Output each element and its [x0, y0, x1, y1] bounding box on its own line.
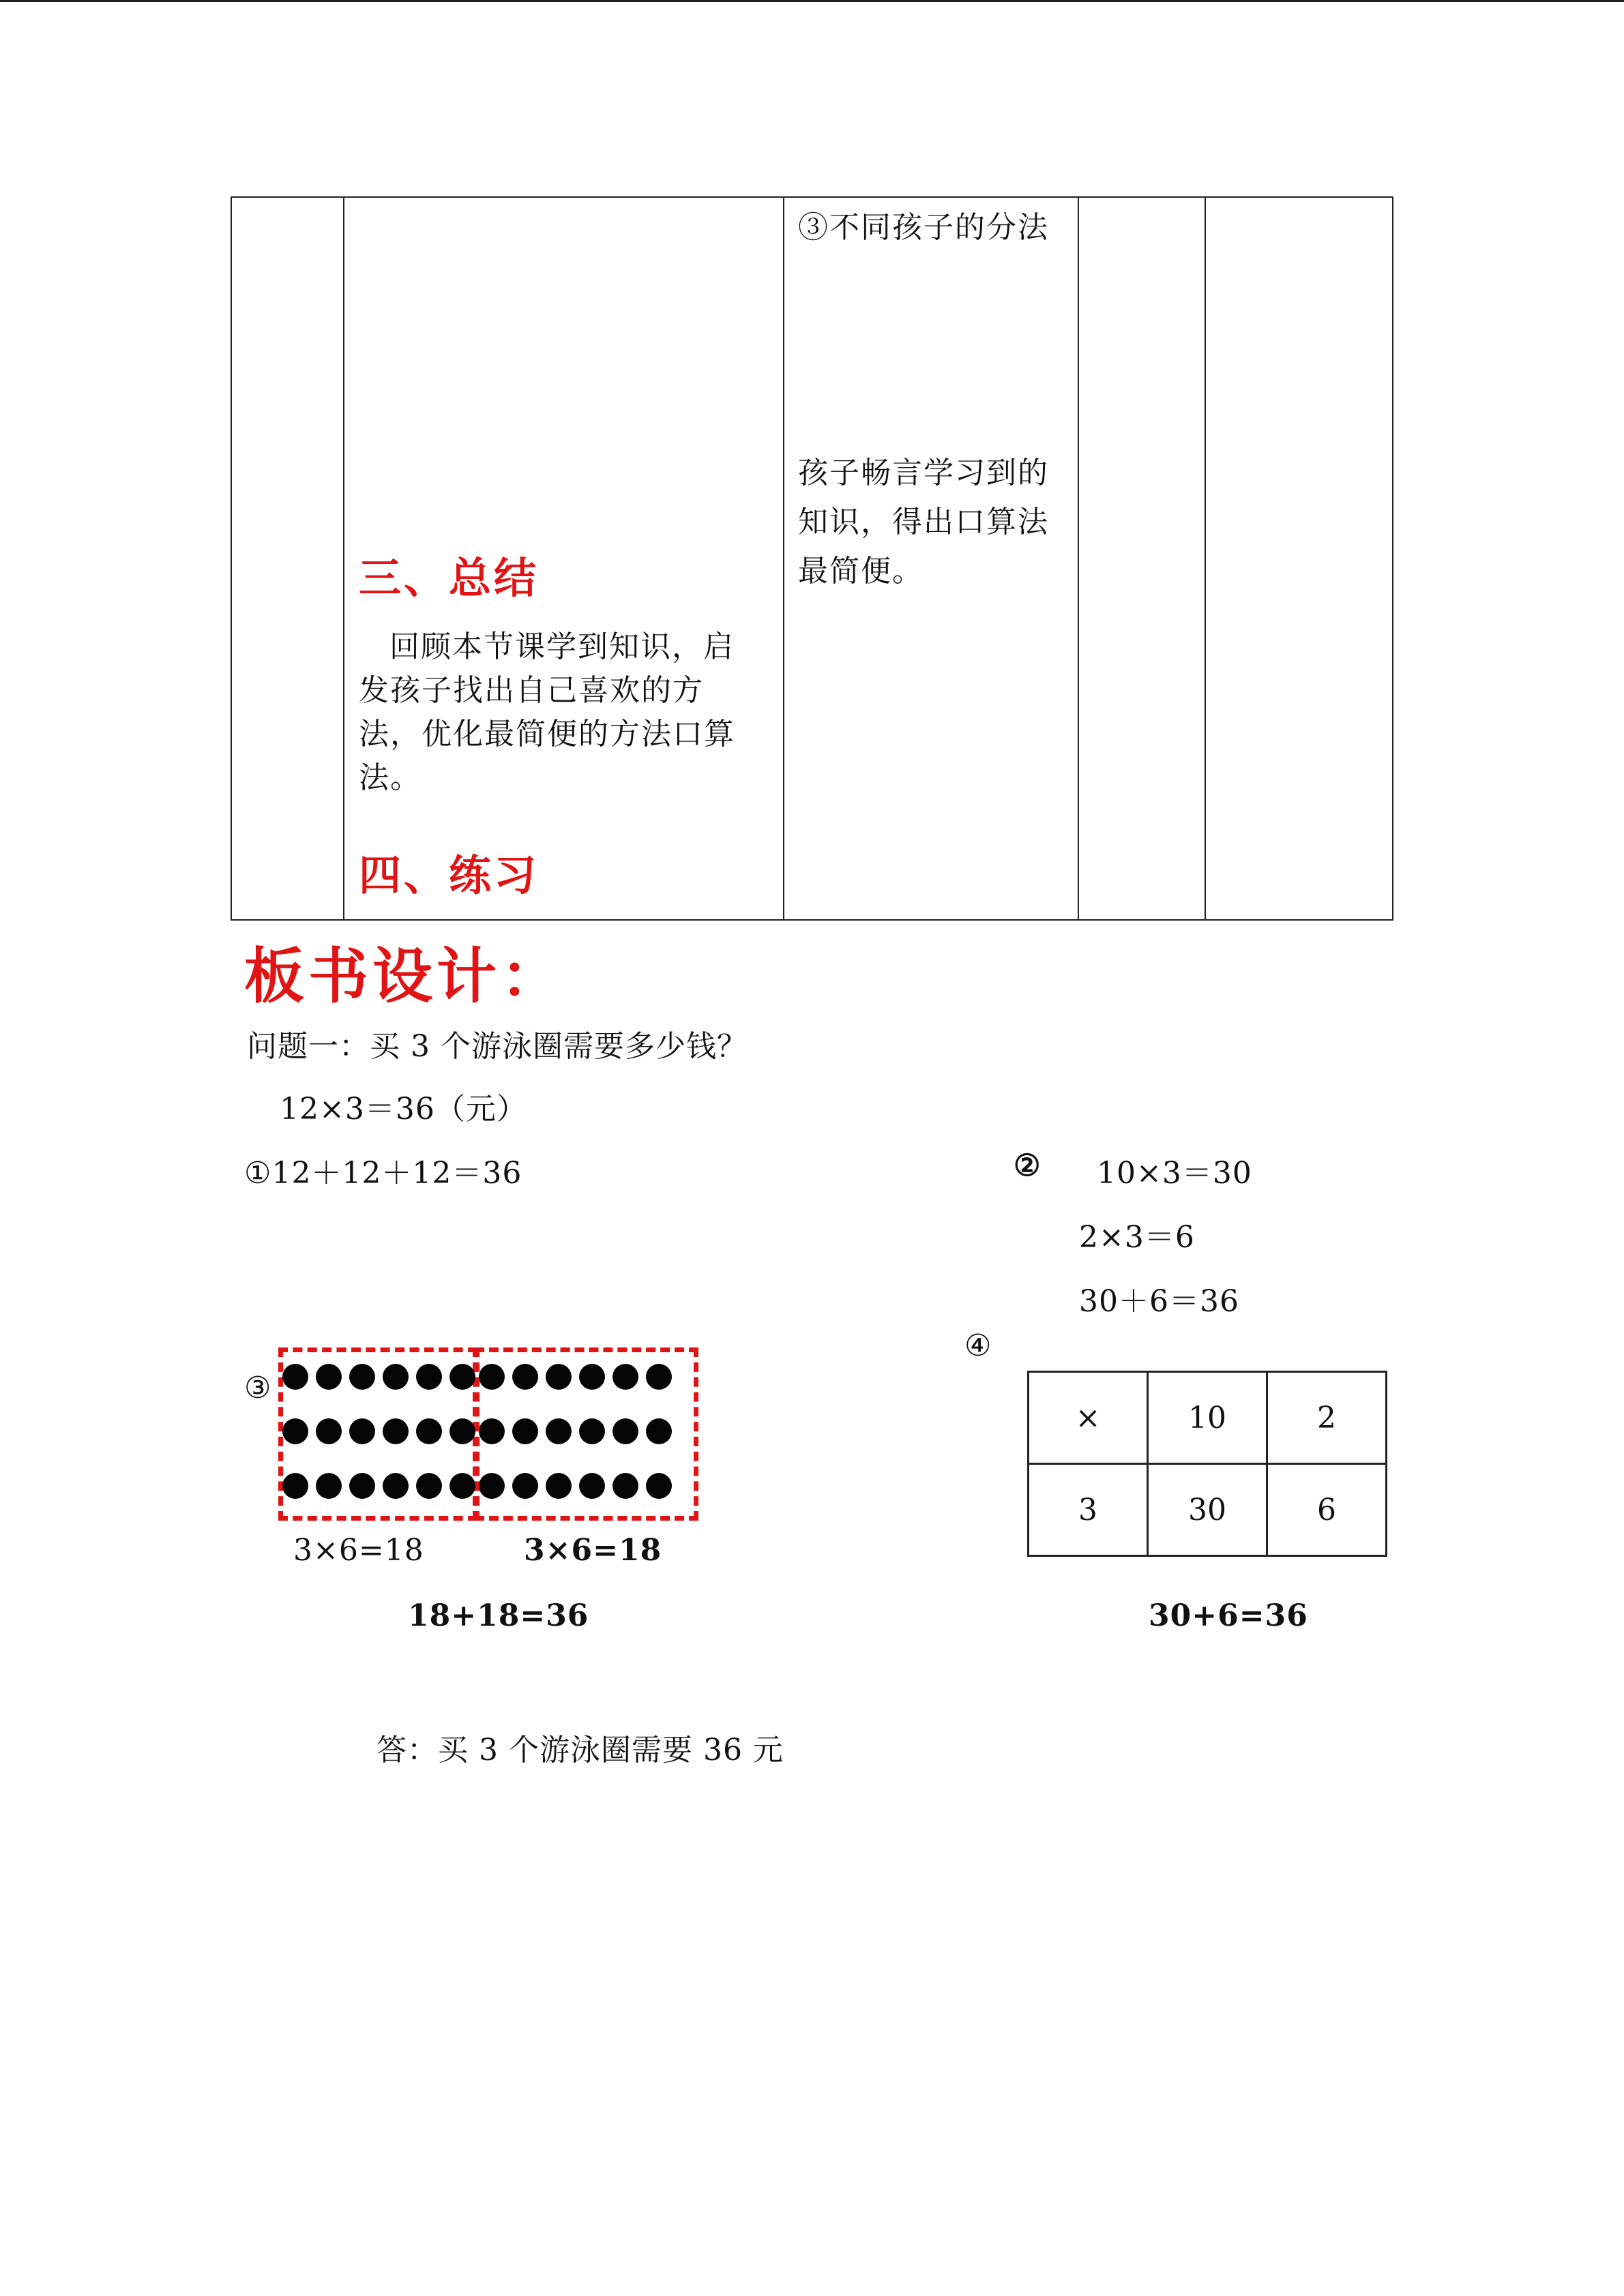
- main-equation: 12×3＝36（元）: [280, 1092, 527, 1127]
- method-1-equation: ①12＋12＋12＝36: [244, 1156, 522, 1191]
- question-text: 问题一：买 3 个游泳圈需要多少钱？: [247, 1029, 748, 1064]
- board-design-title: 板书设计：: [244, 940, 565, 1011]
- dot: [646, 1473, 672, 1499]
- dot: [479, 1473, 505, 1499]
- dot: [316, 1364, 342, 1390]
- section-3-heading: 三、总结: [359, 553, 540, 603]
- method-3-right-equation: 3×6=18: [524, 1533, 662, 1568]
- dot: [349, 1418, 375, 1444]
- dot: [349, 1364, 375, 1390]
- method-2-line-2: 2×3＝6: [1079, 1220, 1195, 1255]
- method-2-marker: ②: [1014, 1148, 1042, 1183]
- dot: [546, 1364, 572, 1390]
- grid-cell: 30: [1148, 1464, 1267, 1556]
- table-column-divider: [1078, 198, 1079, 919]
- area-model-grid: [1027, 1371, 1387, 1557]
- grid-cell: 10: [1148, 1372, 1267, 1464]
- dot: [579, 1473, 605, 1499]
- lesson-table: [231, 196, 1393, 921]
- answer-text: 答：买 3 个游泳圈需要 36 元: [377, 1733, 784, 1768]
- grid-row: [1029, 1372, 1387, 1464]
- dot: [282, 1418, 308, 1444]
- grid-cell: 3: [1029, 1464, 1148, 1556]
- dot: [383, 1364, 409, 1390]
- dot: [479, 1418, 505, 1444]
- dot: [612, 1364, 638, 1390]
- dot: [546, 1418, 572, 1444]
- dot: [449, 1473, 475, 1499]
- dot: [282, 1364, 308, 1390]
- method-3-marker: ③: [244, 1371, 272, 1405]
- dot: [383, 1473, 409, 1499]
- page-top-border: [0, 0, 1624, 2]
- dot: [416, 1364, 442, 1390]
- dot: [282, 1473, 308, 1499]
- dot: [579, 1364, 605, 1390]
- section-3-body: 回顾本节课学到知识，启发孩子找出自己喜欢的方法，优化最简便的方法口算法。: [359, 629, 735, 795]
- method-3-sum: 18+18=36: [408, 1598, 589, 1633]
- method-2-line-1: 10×3＝30: [1097, 1156, 1252, 1191]
- dot: [316, 1418, 342, 1444]
- dot: [579, 1418, 605, 1444]
- method-4-sum: 30+6=36: [1149, 1598, 1308, 1633]
- dot: [546, 1473, 572, 1499]
- dot: [512, 1364, 538, 1390]
- dot: [449, 1418, 475, 1444]
- dot: [512, 1418, 538, 1444]
- method-3-left-equation: [293, 1533, 424, 1568]
- left-equation-text: 3×6=18: [293, 1533, 424, 1568]
- dot: [646, 1418, 672, 1444]
- summary-text: 孩子畅言学习到的知识，得出口算法最简便。: [798, 456, 1049, 588]
- dot: [449, 1364, 475, 1390]
- grid-cell: ×: [1029, 1372, 1148, 1464]
- dashed-group-left: [278, 1347, 477, 1521]
- method-2-line-3: 30＋6＝36: [1079, 1284, 1239, 1319]
- dot: [316, 1473, 342, 1499]
- section-4-heading: 四、练习: [359, 850, 540, 900]
- dot: [479, 1364, 505, 1390]
- dot: [512, 1473, 538, 1499]
- dot: [416, 1418, 442, 1444]
- dot: [349, 1473, 375, 1499]
- grid-cell: 2: [1267, 1372, 1387, 1464]
- table-column-divider: [783, 198, 784, 919]
- dot: [416, 1473, 442, 1499]
- dot: [612, 1473, 638, 1499]
- dot: [383, 1418, 409, 1444]
- dot: [612, 1418, 638, 1444]
- table-column-divider: [1205, 198, 1206, 919]
- method-3-text: ③不同孩子的分法: [798, 210, 1049, 245]
- grid-row: [1029, 1464, 1387, 1556]
- grid-cell: 6: [1267, 1464, 1387, 1556]
- table-column-divider: [343, 198, 344, 919]
- method-4-marker: ④: [964, 1328, 992, 1363]
- dot: [646, 1364, 672, 1390]
